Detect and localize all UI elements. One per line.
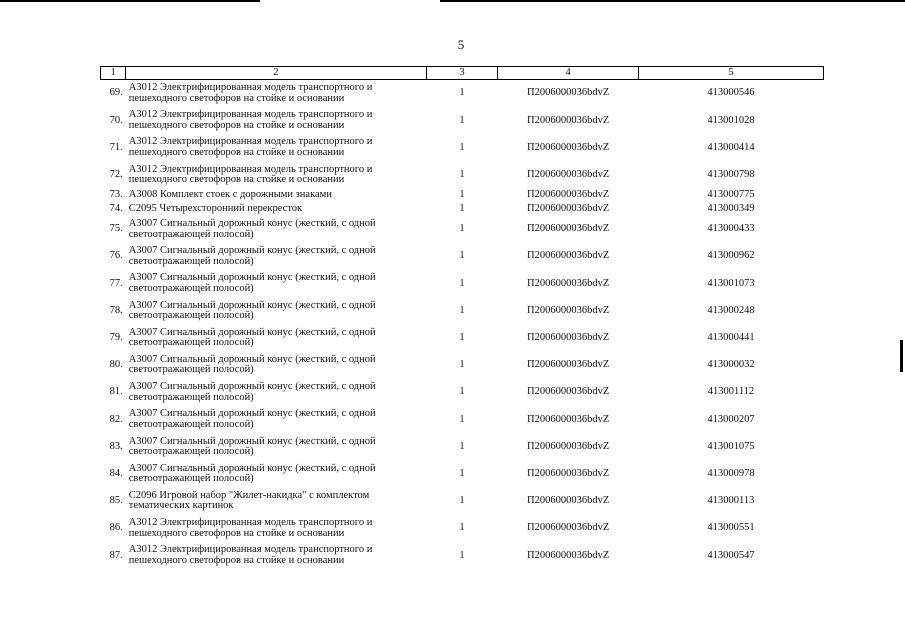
page-number: 5	[457, 37, 465, 52]
quantity: 1	[459, 549, 465, 561]
inventory-id: П2006000036bdvZ	[527, 277, 610, 289]
table-row	[101, 542, 824, 569]
item-name: А3012 Электрифицированная модель транспортного и пешеходного светофоров на стойке и основании	[128, 136, 373, 158]
item-code: 413000441	[707, 332, 755, 344]
row-number: 78.	[109, 304, 123, 316]
column-header-2: 2	[126, 67, 426, 80]
scan-edge-mark-right	[900, 340, 903, 372]
item-name: А3007 Сигнальный дорожный конус (жесткий, с одной светоотражающей полосой)	[128, 462, 376, 485]
item-code: 413000775	[707, 189, 755, 201]
column-header-5: 5	[638, 67, 823, 80]
item-code: 413000207	[707, 413, 755, 425]
quantity: 1	[459, 332, 465, 344]
table-row	[101, 406, 824, 433]
table-header-row	[101, 67, 824, 80]
table-row	[101, 216, 824, 243]
table-row	[101, 202, 824, 216]
inventory-id: П2006000036bdvZ	[527, 359, 610, 371]
table-row	[101, 515, 824, 542]
item-code: 413001028	[707, 114, 755, 126]
quantity: 1	[459, 87, 465, 99]
quantity: 1	[459, 250, 465, 262]
quantity: 1	[459, 359, 465, 371]
item-code: 413001073	[707, 277, 755, 289]
inventory-id: П2006000036bdvZ	[527, 386, 610, 398]
quantity: 1	[459, 277, 465, 289]
item-code: 413000433	[707, 223, 755, 235]
quantity: 1	[459, 522, 465, 534]
item-name: А3007 Сигнальный дорожный конус (жесткий, с одной светоотражающей полосой)	[128, 272, 376, 294]
row-number: 85.	[109, 495, 123, 507]
inventory-id: П2006000036bdvZ	[527, 250, 610, 262]
quantity: 1	[459, 304, 465, 316]
item-name: А3012 Электрифицированная модель транспортного и пешеходного светофоров на стойке и основании	[128, 82, 373, 104]
item-code: 413000546	[707, 87, 755, 99]
quantity: 1	[459, 202, 465, 214]
row-number: 84.	[109, 467, 123, 479]
row-number: 71.	[109, 141, 123, 153]
inventory-id: П2006000036bdvZ	[527, 522, 610, 534]
item-name: А3007 Сигнальный дорожный конус (жесткий, с одной светоотражающей полосой)	[128, 299, 376, 322]
item-code: 413000032	[707, 359, 755, 371]
inventory-id: П2006000036bdvZ	[527, 467, 610, 479]
inventory-id: П2006000036bdvZ	[527, 495, 610, 507]
item-name: А3007 Сигнальный дорожный конус (жесткий, с одной светоотражающей полосой)	[128, 245, 376, 267]
row-number: 80.	[109, 359, 123, 371]
inventory-id: П2006000036bdvZ	[527, 332, 610, 344]
item-code: 413000349	[707, 202, 755, 214]
quantity: 1	[459, 223, 465, 235]
table-row	[101, 189, 824, 203]
item-name: А3007 Сигнальный дорожный конус (жесткий, с одной светоотражающей полосой)	[128, 353, 376, 376]
table-row	[101, 134, 824, 161]
scan-edge-mark-top-left	[0, 0, 260, 2]
table-row	[101, 325, 824, 352]
table-row	[101, 243, 824, 270]
row-number: 86.	[109, 522, 123, 534]
quantity: 1	[459, 189, 465, 201]
inventory-id: П2006000036bdvZ	[527, 141, 610, 153]
column-header-3: 3	[426, 67, 498, 80]
row-number: 69.	[109, 87, 123, 99]
item-name: А3012 Электрифицированная модель транспортного и пешеходного светофоров на стойке и основании	[128, 544, 373, 566]
column-header-4: 4	[498, 67, 639, 80]
inventory-id: П2006000036bdvZ	[527, 202, 610, 214]
item-name: А3008 Комплект стоек с дорожными знаками	[128, 189, 332, 201]
quantity: 1	[459, 440, 465, 452]
column-header-1: 1	[101, 67, 126, 80]
item-name: С2095 Четырехсторонний перекресток	[128, 202, 303, 214]
item-name: А3012 Электрифицированная модель транспортного и пешеходного светофоров на стойке и основании	[128, 517, 373, 539]
item-code: 413000962	[707, 250, 755, 262]
quantity: 1	[459, 168, 465, 180]
table-row	[101, 162, 824, 189]
row-number: 74.	[109, 202, 123, 214]
item-name: А3007 Сигнальный дорожный конус (жесткий, с одной светоотражающей полосой)	[128, 326, 376, 349]
table-row	[101, 488, 824, 515]
table-row	[101, 298, 824, 325]
table-row	[101, 270, 824, 297]
row-number: 79.	[109, 332, 123, 344]
row-number: 73.	[109, 189, 123, 201]
row-number: 87.	[109, 549, 123, 561]
quantity: 1	[459, 141, 465, 153]
table-row	[101, 352, 824, 379]
item-code: 413001112	[707, 386, 755, 398]
item-code: 413001075	[707, 440, 755, 452]
row-number: 72.	[109, 168, 123, 180]
inventory-id: П2006000036bdvZ	[527, 189, 610, 201]
item-code: 413000113	[707, 495, 755, 507]
inventory-table	[100, 66, 824, 569]
inventory-id: П2006000036bdvZ	[527, 87, 610, 99]
row-number: 77.	[109, 277, 123, 289]
item-code: 413000978	[707, 467, 755, 479]
item-name: А3007 Сигнальный дорожный конус (жесткий, с одной светоотражающей полосой)	[128, 408, 376, 430]
item-code: 413000547	[707, 549, 755, 561]
item-code: 413000798	[707, 168, 755, 180]
quantity: 1	[459, 495, 465, 507]
quantity: 1	[459, 467, 465, 479]
inventory-id: П2006000036bdvZ	[527, 549, 610, 561]
row-number: 83.	[109, 440, 123, 452]
item-name: А3012 Электрифицированная модель транспортного и пешеходного светофоров на стойке и основании	[128, 163, 373, 186]
item-name: А3012 Электрифицированная модель транспортного и пешеходного светофоров на стойке и основании	[128, 109, 373, 131]
item-name: С2096 Игровой набор "Жилет-накидка" с комплектом тематических картинок	[128, 489, 370, 512]
table-row	[101, 461, 824, 488]
inventory-id: П2006000036bdvZ	[527, 168, 610, 180]
item-code: 413000414	[707, 141, 755, 153]
row-number: 81.	[109, 386, 123, 398]
item-name: А3007 Сигнальный дорожный конус (жесткий, с одной светоотражающей полосой)	[128, 218, 376, 240]
inventory-id: П2006000036bdvZ	[527, 304, 610, 316]
item-name: А3007 Сигнальный дорожный конус (жесткий, с одной светоотражающей полосой)	[128, 381, 376, 403]
quantity: 1	[459, 114, 465, 126]
table-row	[101, 107, 824, 134]
quantity: 1	[459, 413, 465, 425]
quantity: 1	[459, 386, 465, 398]
row-number: 70.	[109, 114, 123, 126]
item-code: 413000551	[707, 522, 755, 534]
row-number: 76.	[109, 250, 123, 262]
row-number: 82.	[109, 413, 123, 425]
inventory-id: П2006000036bdvZ	[527, 114, 610, 126]
row-number: 75.	[109, 223, 123, 235]
table-row	[101, 379, 824, 406]
inventory-id: П2006000036bdvZ	[527, 223, 610, 235]
inventory-id: П2006000036bdvZ	[527, 413, 610, 425]
item-name: А3007 Сигнальный дорожный конус (жесткий, с одной светоотражающей полосой)	[128, 435, 376, 458]
inventory-id: П2006000036bdvZ	[527, 440, 610, 452]
scan-edge-mark-top-right	[440, 0, 905, 2]
table-row	[101, 433, 824, 460]
item-code: 413000248	[707, 304, 755, 316]
table-row	[101, 80, 824, 108]
